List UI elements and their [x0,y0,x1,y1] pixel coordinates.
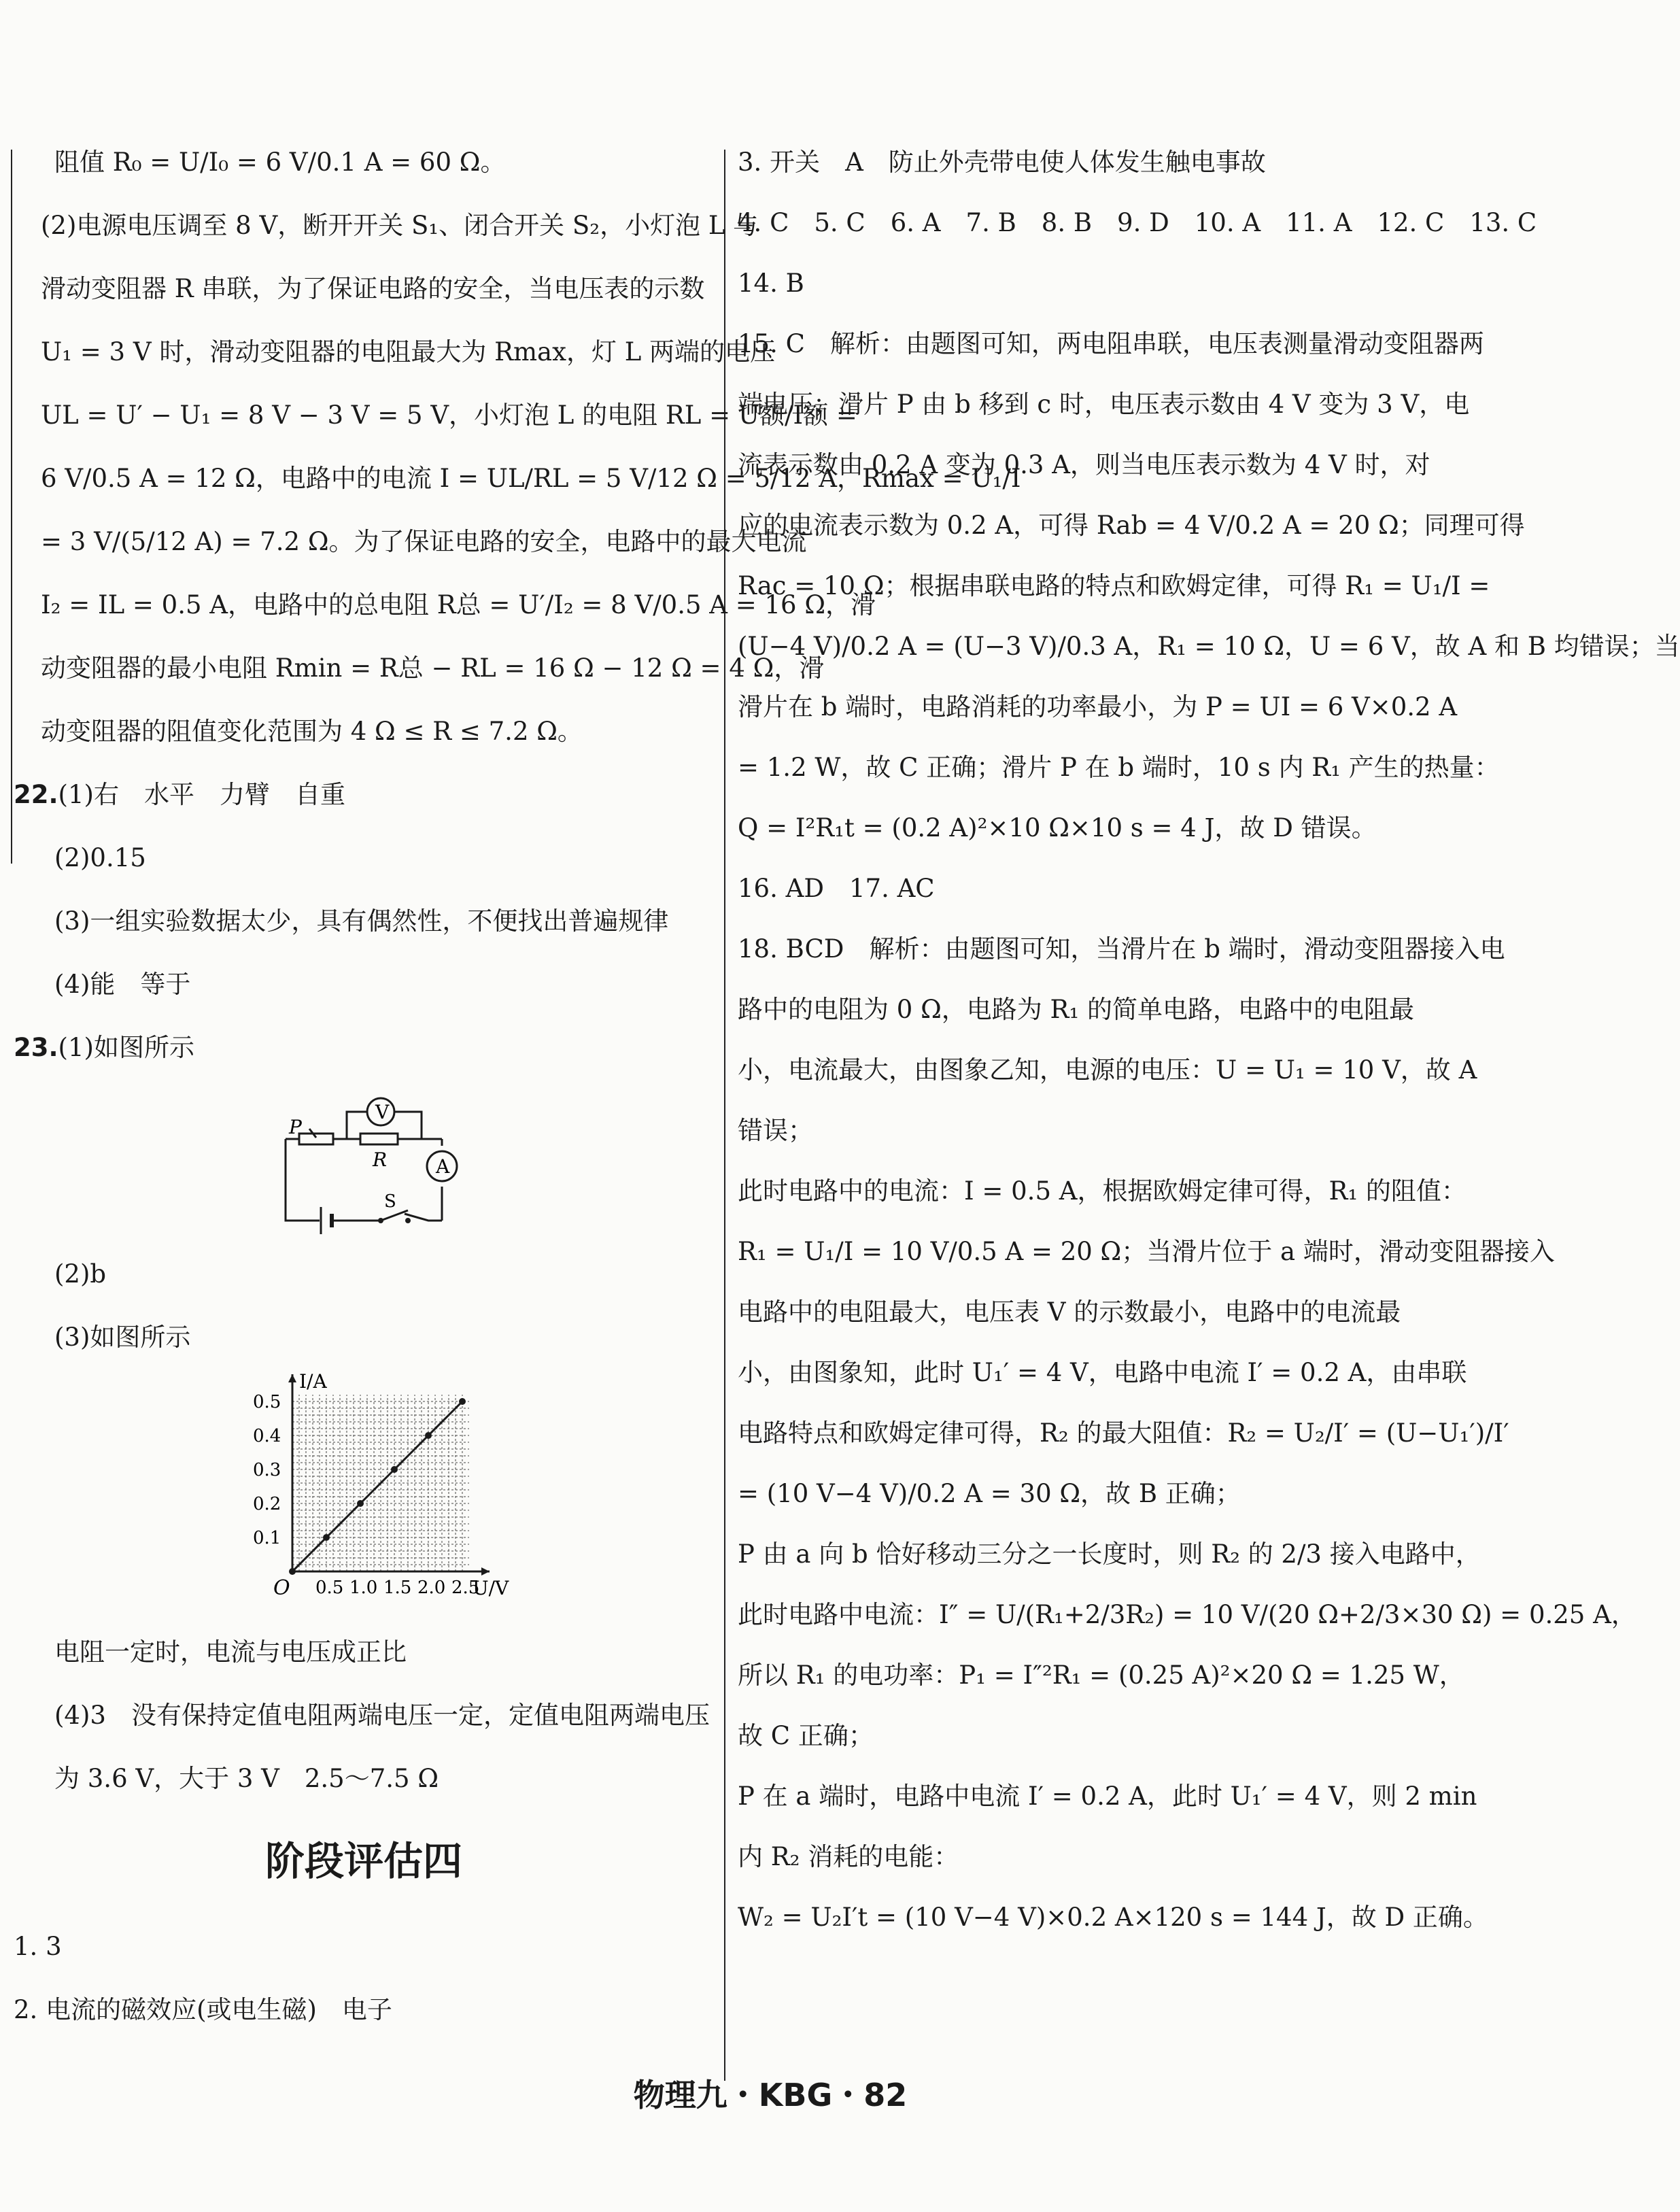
resistor-symbol [360,1134,398,1144]
right-line-10: 滑片在 b 端时，电路消耗的功率最小，为 P = UI = 6 V×0.2 A [738,692,1458,721]
switch-contact-right [405,1218,411,1223]
q23-answer-1: (1)如图所示 [58,1033,194,1062]
right-line-9: (U−4 V)/0.2 A = (U−3 V)/0.3 A，R₁ = 10 Ω，U = 6 V，故 A 和 B 均错误；当 [738,632,1680,661]
x-tick-label: 1.5 [383,1578,412,1598]
right-line-13: 16. AD 17. AC [738,874,935,903]
y-tick-label: 0.3 [253,1460,281,1480]
data-point [357,1500,364,1507]
right-line-19: R₁ = U₁/I = 10 V/0.5 A = 20 Ω；当滑片位于 a 端时，滑动变阻器接入 [738,1237,1555,1266]
right-line-20: 电路中的电阻最大，电压表 V 的示数最小，电路中的电流最 [738,1297,1401,1327]
right-line-28: P 在 a 端时，电路中电流 I′ = 0.2 A，此时 U₁′ = 4 V，则 2 min [738,1782,1477,1811]
data-point [459,1398,466,1405]
right-line-1: 3. 开关 A 防止外壳带电使人体发生触电事故 [738,148,1266,177]
x-tick-label: 2.5 [451,1578,480,1598]
column-divider [724,150,725,2081]
y-axis-arrow [288,1374,296,1382]
left-line-3: 滑动变阻器 R 串联，为了保证电路的安全，当电压表的示数 [41,274,705,303]
right-line-18: 此时电路中的电流：I = 0.5 A，根据欧姆定律可得，R₁ 的阻值： [738,1176,1467,1206]
right-line-8: Rac = 10 Ω；根据串联电路的特点和欧姆定律，可得 R₁ = U₁/I = [738,571,1490,600]
slider-label: P [289,1116,302,1138]
right-line-7: 应的电流表示数为 0.2 A，可得 Rab = 4 V/0.2 A = 20 Ω；同理可得 [738,511,1525,540]
q23-answer-3: (3)如图所示 [54,1323,191,1352]
x-tick-label: 2.0 [417,1578,446,1598]
right-line-30: W₂ = U₂I′t = (10 V−4 V)×0.2 A×120 s = 144 J，故 D 正确。 [738,1903,1488,1932]
right-line-22: 电路特点和欧姆定律可得，R₂ 的最大阻值：R₂ = U₂/I′ = (U−U₁′)/I′ [738,1418,1509,1448]
data-point [425,1432,432,1439]
left-line-2: (2)电源电压调至 8 V，断开开关 S₁、闭合开关 S₂，小灯泡 L 与 [41,211,759,240]
switch-blade [381,1210,408,1221]
right-line-3: 14. B [738,269,804,298]
y-tick-label: 0.1 [253,1528,281,1548]
right-line-2: 4. C 5. C 6. A 7. B 8. B 9. D 10. A 11. A 12. C 13. C [738,208,1537,237]
iu-graph-svg [238,1370,524,1612]
x-axis-label: U/V [473,1577,509,1599]
q22-number: 22. [14,780,58,809]
right-line-5: 端电压；滑片 P 由 b 移到 c 时，电压表示数由 4 V 变为 3 V，电 [738,390,1470,419]
right-line-15: 路中的电阻为 0 Ω，电路为 R₁ 的简单电路，电路中的电阻最 [738,995,1414,1024]
q23-answer-4-line-1: (4)3 没有保持定值电阻两端电压一定，定值电阻两端电压 [54,1701,710,1730]
left-line-1: 阻值 R₀ = U/I₀ = 6 V/0.1 A = 60 Ω。 [54,148,506,177]
page-footer: 物理九・KBG・82 [633,2077,908,2113]
right-line-24: P 由 a 向 b 恰好移动三分之一长度时，则 R₂ 的 2/3 接入电路中， [738,1539,1481,1569]
y-tick-label: 0.2 [253,1494,281,1514]
right-line-16: 小，电流最大，由图象乙知，电源的电压：U = U₁ = 10 V，故 A [738,1055,1477,1085]
data-line [292,1401,462,1571]
right-line-12: Q = I²R₁t = (0.2 A)²×10 Ω×10 s = 4 J，故 D 错误。 [738,813,1377,843]
q22-answer-3: (3)一组实验数据太少，具有偶然性，不便找出普遍规律 [54,906,669,936]
left-line-5: UL = U′ − U₁ = 8 V − 3 V = 5 V，小灯泡 L 的电阻 RL = U额/I额 = [41,401,857,430]
y-axis-label: I/A [299,1370,327,1393]
iu-graph [238,1370,524,1612]
voltmeter-wire-left [347,1112,367,1139]
right-line-23: = (10 V−4 V)/0.2 A = 30 Ω，故 B 正确； [738,1479,1241,1508]
x-tick-label: 1.0 [349,1578,378,1598]
q23-number: 23. [14,1033,58,1062]
section-title: 阶段评估四 [264,1838,462,1884]
left-line-9: 动变阻器的最小电阻 Rmin = R总 − RL = 16 Ω − 12 Ω = 4 Ω，滑 [41,653,825,683]
right-line-21: 小，由图象知，此时 U₁′ = 4 V，电路中电流 I′ = 0.2 A，由串联 [738,1358,1467,1387]
right-line-11: = 1.2 W，故 C 正确；滑片 P 在 b 端时，10 s 内 R₁ 产生的热量： [738,753,1500,782]
x-tick-label: 0.5 [315,1578,344,1598]
left-line-8: I₂ = IL = 0.5 A，电路中的总电阻 R总 = U′/I₂ = 8 V/0.5 A = 16 Ω，滑 [41,590,876,619]
right-line-14: 18. BCD 解析：由题图可知，当滑片在 b 端时，滑动变阻器接入电 [738,934,1505,964]
right-column [738,148,1680,1965]
wire-left [286,1139,320,1221]
origin-label: O [273,1576,290,1600]
switch-label: S [384,1191,396,1212]
circuit-svg [272,1098,490,1234]
q23-conclusion: 电阻一定时，电流与电压成正比 [54,1637,407,1667]
s4-answer-2: 2. 电流的磁效应(或电生磁) 电子 [14,1995,392,2024]
left-line-7: = 3 V/(5/12 A) = 7.2 Ω。为了保证电路的安全，电路中的最大电流 [41,527,807,556]
q22-answer-4: (4)能 等于 [54,970,191,999]
right-line-6: 流表示数由 0.2 A 变为 0.3 A，则当电压表示数为 4 V 时，对 [738,450,1430,479]
left-line-4: U₁ = 3 V 时，滑动变阻器的电阻最大为 Rmax，灯 L 两端的电压 [41,337,776,367]
q22-answer-1: (1)右 水平 力臂 自重 [58,780,345,809]
right-line-29: 内 R₂ 消耗的电能： [738,1842,959,1871]
right-line-27: 故 C 正确； [738,1721,874,1750]
data-point [289,1568,296,1575]
left-line-6: 6 V/0.5 A = 12 Ω，电路中的电流 I = UL/RL = 5 V/12 Ω = 5/12 A，Rmax = U₁/I [41,464,1021,493]
resistor-label: R [373,1148,388,1171]
x-axis-arrow [481,1567,490,1576]
q23-answer-2: (2)b [54,1259,107,1289]
ammeter-label: A [436,1155,450,1178]
data-point [323,1534,330,1541]
rheostat-symbol [299,1134,333,1144]
right-line-26: 所以 R₁ 的电功率：P₁ = I″²R₁ = (0.25 A)²×20 Ω = 1.25 W， [738,1661,1464,1690]
data-point [391,1466,398,1473]
voltmeter-label: V [375,1101,390,1123]
left-margin-rule [11,150,12,864]
left-line-10: 动变阻器的阻值变化范围为 4 Ω ≤ R ≤ 7.2 Ω。 [41,717,583,746]
q22-line-1 [14,782,714,807]
right-line-4: 15. C 解析：由题图可知，两电阻串联，电压表测量滑动变阻器两 [738,329,1484,358]
right-line-25: 此时电路中电流：I″ = U/(R₁+2/3R₂) = 10 V/(20 Ω+2/3×30 Ω) = 0.25 A， [738,1600,1636,1629]
right-line-17: 错误； [738,1116,813,1145]
q23-line-1 [14,1035,714,1060]
y-tick-label: 0.5 [253,1392,281,1412]
circuit-diagram [272,1098,517,1234]
y-tick-label: 0.4 [253,1426,281,1446]
q22-answer-2: (2)0.15 [54,843,146,872]
q23-answer-4-line-2: 为 3.6 V，大于 3 V 2.5～7.5 Ω [54,1764,439,1793]
s4-answer-1: 1. 3 [14,1932,62,1961]
